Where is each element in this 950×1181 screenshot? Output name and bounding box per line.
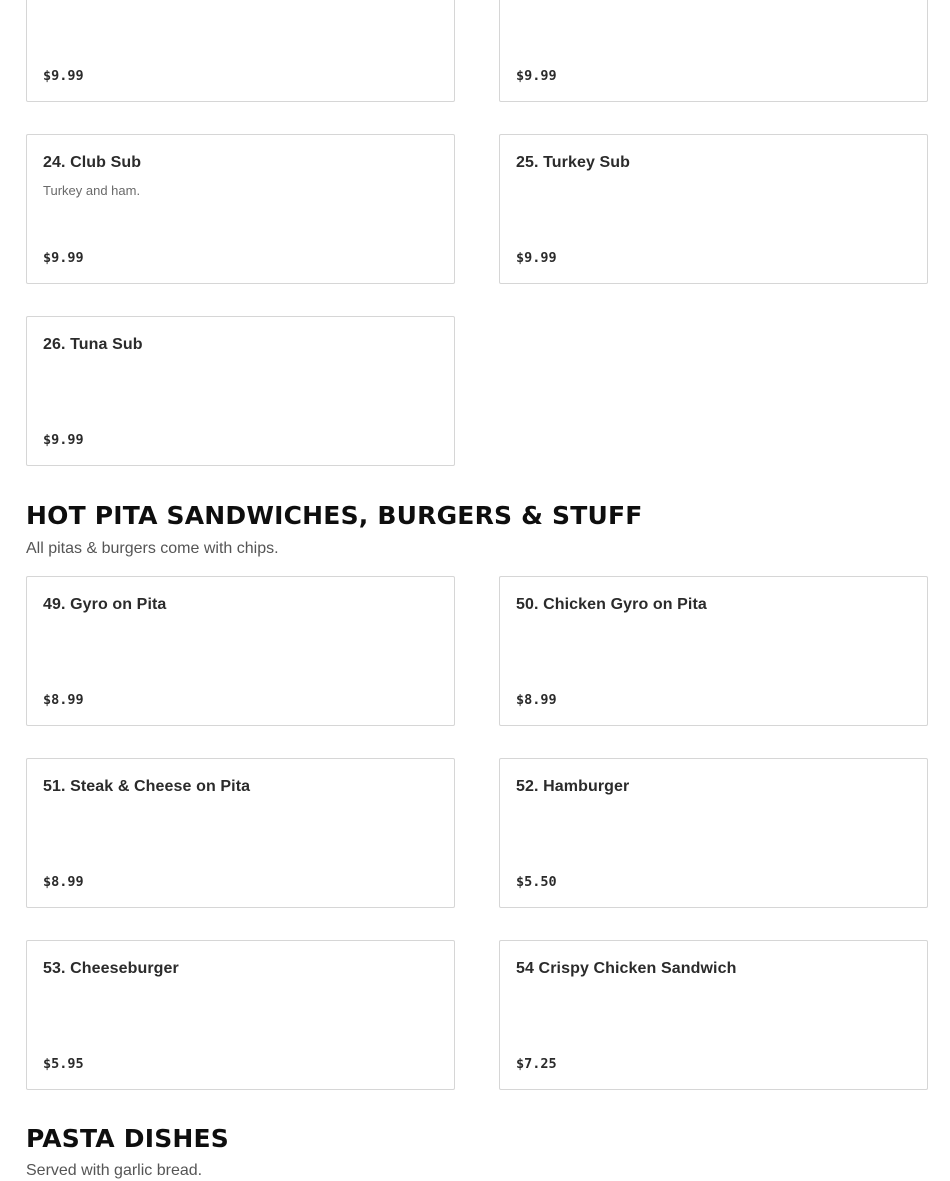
subs-grid: [26, 0, 928, 466]
section-hot-pita: [26, 501, 928, 1090]
menu-item-price: $9.99: [516, 68, 557, 84]
menu-item-name: 53. Cheeseburger: [43, 960, 179, 977]
menu-item-card[interactable]: [499, 0, 928, 102]
menu-item-price: $9.99: [43, 250, 84, 266]
menu-item-card[interactable]: [26, 940, 455, 1090]
menu-item-description: Turkey and ham.: [43, 183, 141, 198]
menu-item-card[interactable]: [499, 758, 928, 908]
menu-item-card[interactable]: [26, 0, 455, 102]
section-pasta: [26, 1124, 928, 1181]
menu-item-card[interactable]: [26, 576, 455, 726]
menu-item-name: 52. Hamburger: [516, 778, 630, 795]
menu-item-price: $8.99: [43, 692, 84, 708]
menu-item-card[interactable]: [26, 758, 455, 908]
menu-item-name: 24. Club Sub: [43, 154, 142, 171]
menu-item-name: 26. Tuna Sub: [43, 336, 143, 353]
section-subtitle: All pitas & burgers come with chips.: [26, 540, 279, 557]
menu-item-price: $9.99: [43, 68, 84, 84]
menu-item-card[interactable]: [499, 134, 928, 284]
menu-item-name: 50. Chicken Gyro on Pita: [516, 596, 707, 613]
section-subtitle: Served with garlic bread.: [26, 1162, 203, 1179]
menu-item-name: 54 Crispy Chicken Sandwich: [516, 960, 737, 977]
menu-item-price: $8.99: [516, 692, 557, 708]
menu-item-price: $7.25: [516, 1056, 557, 1072]
menu-item-card[interactable]: [499, 576, 928, 726]
menu-page: [26, 0, 928, 1181]
menu-item-card[interactable]: [499, 940, 928, 1090]
section-title: PASTA DISHES: [26, 1124, 230, 1153]
menu-item-price: $5.95: [43, 1056, 84, 1072]
menu-item-card[interactable]: [26, 316, 455, 466]
menu-item-name: 49. Gyro on Pita: [43, 596, 167, 613]
section-title: HOT PITA SANDWICHES, BURGERS & STUFF: [26, 501, 643, 530]
hot-pita-grid: [26, 576, 928, 1090]
menu-item-name: 25. Turkey Sub: [516, 154, 631, 171]
menu-item-price: $8.99: [43, 874, 84, 890]
menu-item-card[interactable]: [26, 134, 455, 284]
menu-item-price: $9.99: [43, 432, 84, 448]
menu-item-price: $9.99: [516, 250, 557, 266]
menu-item-price: $5.50: [516, 874, 557, 890]
menu-item-name: 51. Steak & Cheese on Pita: [43, 778, 251, 795]
